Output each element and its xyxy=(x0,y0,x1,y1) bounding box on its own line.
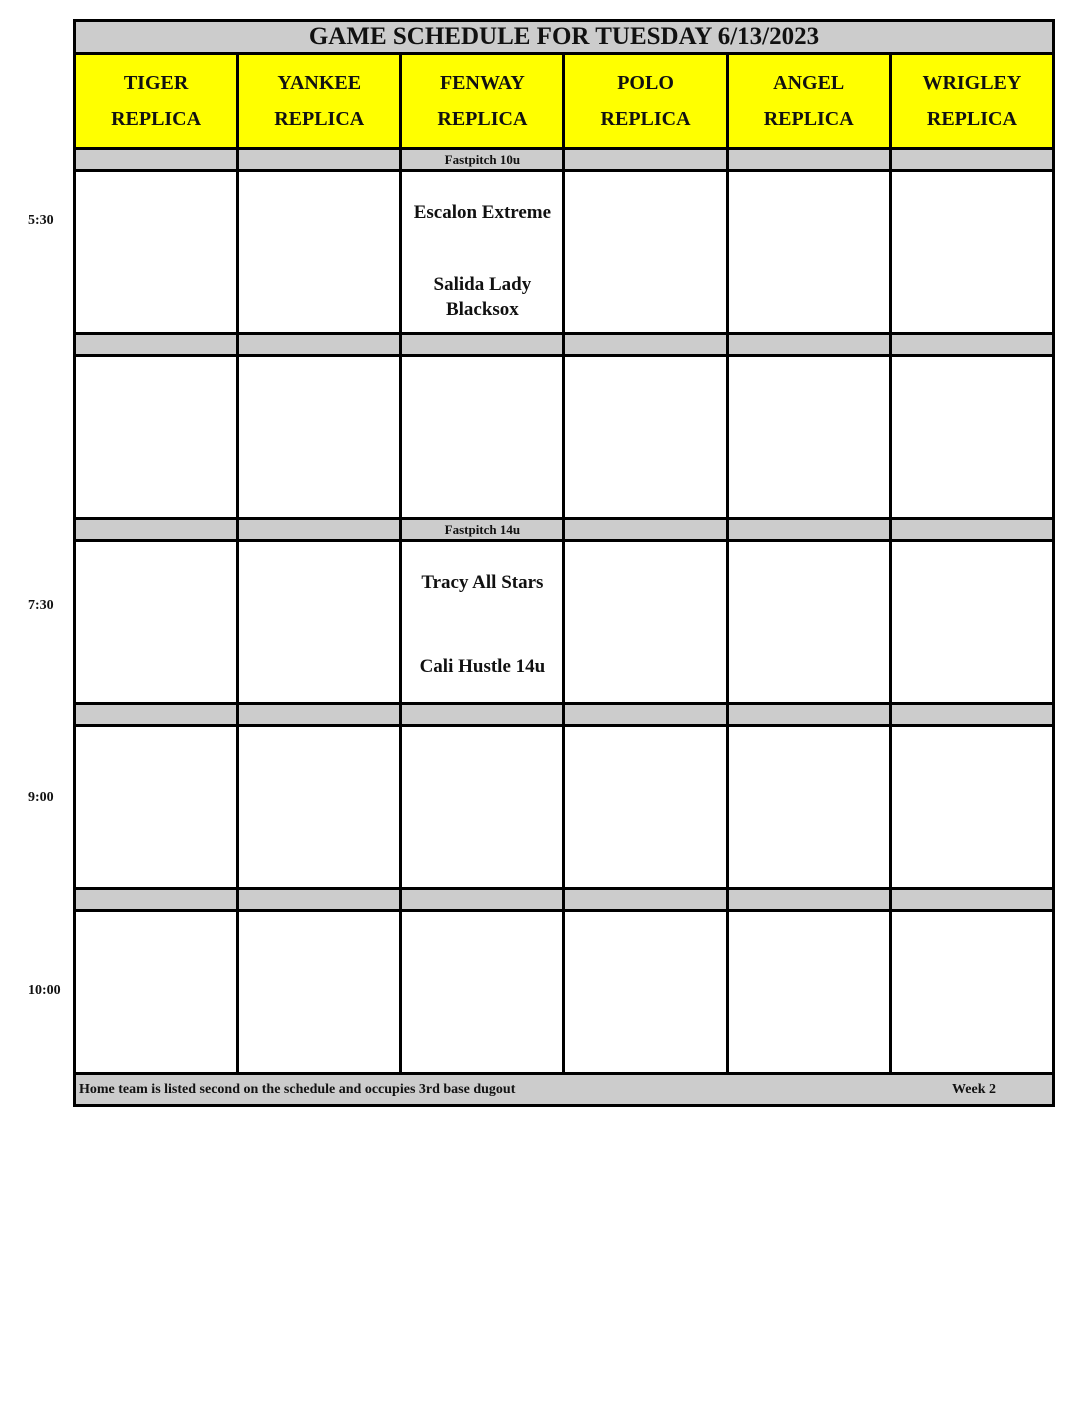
band-cell xyxy=(75,704,238,726)
time-label-1: 5:30 xyxy=(28,213,54,228)
division-label xyxy=(401,704,564,726)
band-cell xyxy=(890,519,1053,541)
band-cell xyxy=(564,519,727,541)
page-title: GAME SCHEDULE FOR TUESDAY 6/13/2023 xyxy=(75,21,1054,54)
division-band-5 xyxy=(75,889,1054,911)
away-team: Escalon Extreme xyxy=(413,202,552,223)
game-row-5 xyxy=(75,911,1054,1074)
game-cell-fenway xyxy=(401,171,564,334)
game-cell xyxy=(890,911,1053,1074)
division-band-4 xyxy=(75,704,1054,726)
division-band-1 xyxy=(75,149,1054,171)
game-cell xyxy=(564,911,727,1074)
field-header-tiger xyxy=(75,54,238,149)
band-cell xyxy=(564,334,727,356)
game-cell-fenway xyxy=(401,726,564,889)
band-cell xyxy=(238,889,401,911)
band-cell xyxy=(564,889,727,911)
game-cell xyxy=(238,541,401,704)
band-cell xyxy=(75,889,238,911)
footer xyxy=(75,1074,1054,1106)
game-cell xyxy=(75,726,238,889)
game-cell xyxy=(564,541,727,704)
title-row xyxy=(75,21,1054,54)
game-cell xyxy=(727,356,890,519)
game-cell xyxy=(727,726,890,889)
game-cell xyxy=(564,726,727,889)
game-cell xyxy=(75,356,238,519)
band-cell xyxy=(890,334,1053,356)
game-cell-fenway xyxy=(401,541,564,704)
game-cell xyxy=(75,911,238,1074)
game-cell-fenway xyxy=(401,911,564,1074)
game-row-2 xyxy=(75,356,1054,519)
band-cell xyxy=(564,149,727,171)
field-header-fenway xyxy=(401,54,564,149)
band-cell xyxy=(238,704,401,726)
game-row-3 xyxy=(75,541,1054,704)
field-name: YANKEE xyxy=(277,72,362,94)
band-cell xyxy=(75,334,238,356)
field-header-yankee xyxy=(238,54,401,149)
band-cell xyxy=(727,519,890,541)
division-band-2 xyxy=(75,334,1054,356)
field-subtitle: REPLICA xyxy=(437,108,528,130)
game-cell xyxy=(238,356,401,519)
band-cell xyxy=(564,704,727,726)
game-cell xyxy=(564,356,727,519)
band-cell xyxy=(238,334,401,356)
footer-note: Home team is listed second on the schedule and occupies 3rd base dugout xyxy=(79,1081,516,1097)
game-cell-fenway xyxy=(401,356,564,519)
band-cell xyxy=(75,149,238,171)
game-cell xyxy=(890,726,1053,889)
field-name: WRIGLEY xyxy=(922,72,1022,94)
field-header-wrigley xyxy=(890,54,1053,149)
time-label-4: 9:00 xyxy=(28,790,54,805)
field-subtitle: REPLICA xyxy=(600,108,691,130)
field-header-angel xyxy=(727,54,890,149)
home-team: Salida Lady Blacksox xyxy=(433,274,532,320)
game-cell xyxy=(238,171,401,334)
band-cell xyxy=(238,519,401,541)
game-cell xyxy=(890,171,1053,334)
game-cell xyxy=(727,541,890,704)
game-cell xyxy=(727,911,890,1074)
division-label: Fastpitch 10u xyxy=(401,149,564,171)
time-label-3: 7:30 xyxy=(28,598,54,613)
division-band-3 xyxy=(75,519,1054,541)
week-label: Week 2 xyxy=(952,1082,996,1097)
home-team: Cali Hustle 14u xyxy=(419,656,546,677)
band-cell xyxy=(238,149,401,171)
field-name: TIGER xyxy=(123,72,189,94)
field-subtitle: REPLICA xyxy=(926,108,1017,130)
band-cell xyxy=(727,704,890,726)
field-name: ANGEL xyxy=(773,72,845,94)
game-cell xyxy=(238,726,401,889)
away-team: Tracy All Stars xyxy=(421,572,544,593)
band-cell xyxy=(727,334,890,356)
division-label xyxy=(401,889,564,911)
field-subtitle: REPLICA xyxy=(274,108,365,130)
division-label: Fastpitch 14u xyxy=(401,519,564,541)
field-subtitle: REPLICA xyxy=(111,108,202,130)
band-cell xyxy=(75,519,238,541)
time-label-5: 10:00 xyxy=(28,983,61,998)
field-name: POLO xyxy=(617,72,674,94)
game-cell xyxy=(238,911,401,1074)
field-header-row xyxy=(75,54,1054,149)
field-name: FENWAY xyxy=(439,72,525,94)
field-subtitle: REPLICA xyxy=(763,108,854,130)
game-cell xyxy=(890,541,1053,704)
footer-row xyxy=(75,1074,1054,1106)
band-cell xyxy=(890,889,1053,911)
game-cell xyxy=(75,541,238,704)
division-label xyxy=(401,334,564,356)
schedule-table xyxy=(73,19,1055,1107)
game-cell xyxy=(564,171,727,334)
game-row-4 xyxy=(75,726,1054,889)
field-header-polo xyxy=(564,54,727,149)
game-cell xyxy=(890,356,1053,519)
band-cell xyxy=(890,149,1053,171)
game-cell xyxy=(75,171,238,334)
game-cell xyxy=(727,171,890,334)
game-row-1 xyxy=(75,171,1054,334)
band-cell xyxy=(727,889,890,911)
band-cell xyxy=(890,704,1053,726)
band-cell xyxy=(727,149,890,171)
